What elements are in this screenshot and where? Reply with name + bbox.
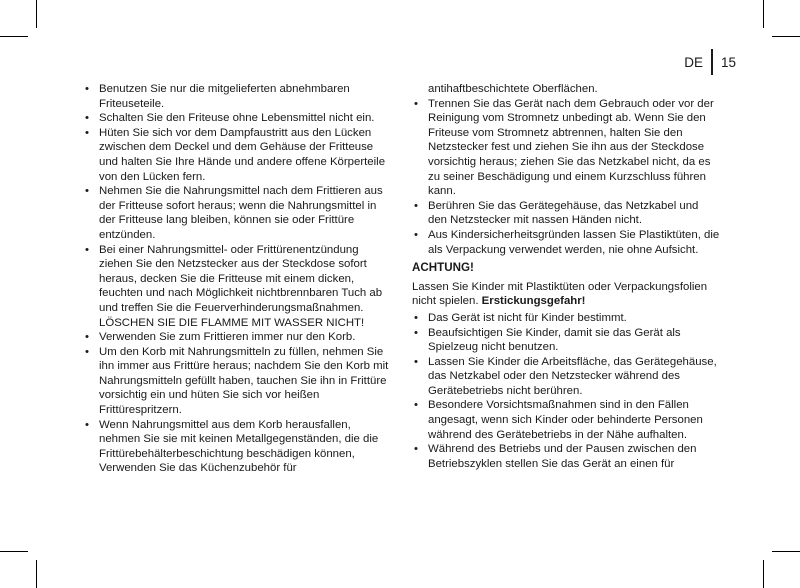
list-item: • Verwenden Sie zum Frittieren immer nur den Korb.: [83, 330, 391, 345]
list-item: • Während des Betriebs und der Pausen zwischen den Betriebszyklen stellen Sie das Gerät an einen für: [412, 442, 720, 471]
crop-mark: [36, 0, 37, 28]
list-item: • Schalten Sie den Friteuse ohne Lebensmittel nicht ein.: [83, 111, 391, 126]
crop-mark: [772, 36, 800, 37]
page-number: 15: [720, 54, 736, 70]
list-item: • Um den Korb mit Nahrungsmitteln zu füllen, nehmen Sie ihn immer aus Frittüre heraus; nachdem Sie den Korb mit Nahrungsmitteln gefüllt haben, tauchen Sie ihn in Frittüre vorsichtig ein und hüten Sie sich vor heißen Frittürespritzern.: [83, 345, 391, 418]
list-item: • Trennen Sie das Gerät nach dem Gebrauch oder vor der Reinigung vom Stromnetz unbedingt ab. Wenn Sie den Friteuse vom Stromnetz abtrennen, halten Sie den Netzstecker fest und ziehen Sie ihn aus der Steckdose vorsichtig heraus; ziehen Sie das Netzkabel nicht, da es zu seiner Beschädigung und einem Kurzschluss führen kann.: [412, 97, 720, 199]
safety-list-right-top: [412, 82, 720, 257]
list-item: • Aus Kindersicherheitsgründen lassen Sie Plastiktüten, die als Verpackung verwendet werden, nie ohne Aufsicht.: [412, 228, 720, 257]
list-item: • Wenn Nahrungsmittel aus dem Korb herausfallen, nehmen Sie sie mit keinen Metallgegenständen, die die Frittürebehälterbeschichtung beschädigen können, Verwenden Sie das Küchenzubehör für: [83, 418, 391, 476]
safety-list-left: [83, 82, 391, 476]
crop-mark: [0, 551, 28, 552]
list-item: • Besondere Vorsichtsmaßnahmen sind in den Fällen angesagt, wenn sich Kinder oder behinderte Personen während des Gerätebetriebs in der Nähe aufhalten.: [412, 398, 720, 442]
list-item: • Benutzen Sie nur die mitgelieferten abnehmbaren Friteuseteile.: [83, 82, 391, 111]
right-column: [412, 82, 720, 471]
list-item: • Berühren Sie das Gerätegehäuse, das Netzkabel und den Netzstecker mit nassen Händen nicht.: [412, 199, 720, 228]
crop-mark: [0, 36, 28, 37]
crop-mark: [763, 560, 764, 588]
language-code: DE: [684, 54, 703, 70]
safety-list-right-bottom: [412, 311, 720, 472]
warning-text: Lassen Sie Kinder mit Plastiktüten oder Verpackungsfolien nicht spielen.: [412, 280, 708, 308]
list-item: • Bei einer Nahrungsmittel- oder Frittürenentzündung ziehen Sie den Netzstecker aus der Steckdose sofort heraus, decken Sie die Fritteuse mit einem dicken, feuchten und nach Möglichkeit nichtbrennbaren Tuch ab und treffen Sie die Feuerverhinderungsmaßnahmen. LÖSCHEN SIE DIE FLAMME MIT WASSER NICHT!: [83, 243, 391, 331]
crop-mark: [772, 551, 800, 552]
left-column: [83, 82, 391, 476]
warning-paragraph: [412, 280, 720, 309]
list-item: • Das Gerät ist nicht für Kinder bestimmt.: [412, 311, 720, 326]
list-item: • Hüten Sie sich vor dem Dampfaustritt aus den Lücken zwischen dem Deckel und dem Gehäuse der Fritteuse und halten Sie Ihre Hände und andere offene Körperteile von den Lücken fern.: [83, 126, 391, 184]
crop-mark: [763, 0, 764, 28]
list-item-continuation: antihaftbeschichtete Oberflächen.: [428, 83, 598, 95]
warning-heading: ACHTUNG!: [412, 261, 474, 275]
header-divider: [711, 49, 713, 75]
list-item: • Beaufsichtigen Sie Kinder, damit sie das Gerät als Spielzeug nicht benutzen.: [412, 326, 720, 355]
list-item: • Nehmen Sie die Nahrungsmittel nach dem Frittieren aus der Fritteuse sofort heraus; wenn die Nahrungsmittel in der Fritteuse lang bleiben, können sie oder Frittüre entzünden.: [83, 184, 391, 242]
page-header: [684, 49, 736, 75]
crop-mark: [36, 560, 37, 588]
warning-emphasis: Erstickungsgefahr!: [481, 295, 586, 308]
list-item: • Lassen Sie Kinder die Arbeitsfläche, das Gerätegehäuse, das Netzkabel oder den Netzstecker während des Gerätebetriebs nicht berühren.: [412, 355, 720, 399]
